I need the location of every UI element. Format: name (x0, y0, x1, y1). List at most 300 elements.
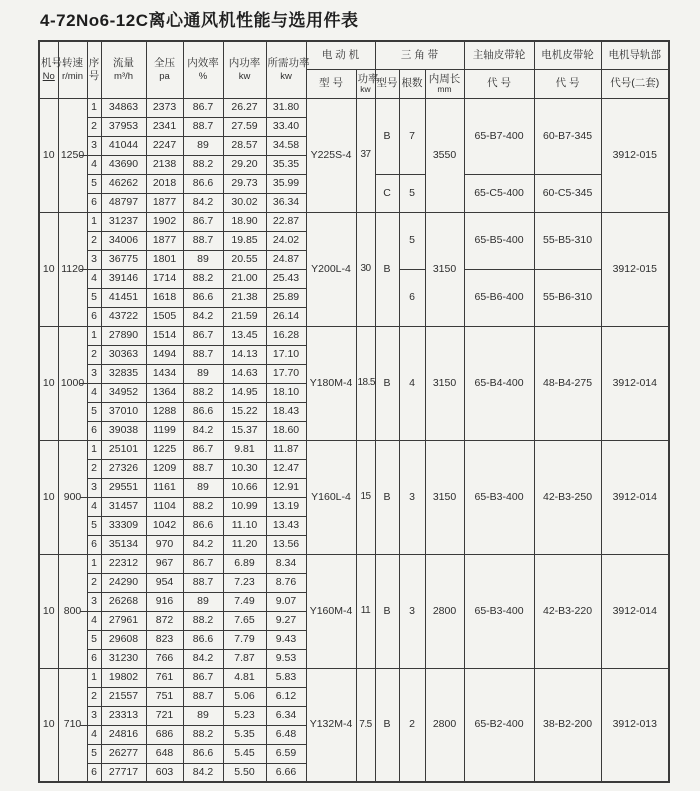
cell-required-power: 5.83 (266, 668, 306, 687)
col-header-pressure-label: 全压 (154, 56, 175, 69)
cell-motor-pulley-code: 42-B3-250 (534, 440, 601, 554)
table-body (39, 98, 669, 782)
cell-belt-count: 3 (399, 554, 425, 668)
col-header-belt-count: 根数 (399, 69, 425, 98)
cell-required-power: 18.43 (266, 402, 306, 421)
cell-efficiency: 88.7 (183, 231, 223, 250)
col-header-speed (58, 41, 87, 98)
cell-efficiency: 89 (183, 364, 223, 383)
cell-seq: 3 (87, 250, 101, 269)
cell-inner-power: 7.87 (223, 649, 266, 668)
cell-required-power: 25.43 (266, 269, 306, 288)
cell-belt-length: 2800 (425, 668, 464, 782)
cell-pressure: 603 (146, 763, 183, 782)
cell-inner-power: 18.90 (223, 212, 266, 231)
cell-seq: 5 (87, 288, 101, 307)
cell-efficiency: 88.2 (183, 497, 223, 516)
cell-pressure: 1714 (146, 269, 183, 288)
cell-flow: 27717 (101, 763, 146, 782)
cell-required-power: 36.34 (266, 193, 306, 212)
cell-motor-pulley-code: 48-B4-275 (534, 326, 601, 440)
cell-inner-power: 21.59 (223, 307, 266, 326)
cell-inner-power: 26.27 (223, 98, 266, 117)
cell-pressure: 686 (146, 725, 183, 744)
cell-inner-power: 27.59 (223, 117, 266, 136)
cell-seq: 4 (87, 611, 101, 630)
cell-flow: 21557 (101, 687, 146, 706)
cell-pressure: 1877 (146, 231, 183, 250)
cell-inner-power: 14.95 (223, 383, 266, 402)
cell-inner-power: 10.30 (223, 459, 266, 478)
cell-belt-model: B (375, 554, 399, 668)
cell-pressure: 1042 (146, 516, 183, 535)
cell-pressure: 1104 (146, 497, 183, 516)
col-header-rail-code: 代号(二套) (601, 69, 669, 98)
cell-speed: 1250 (58, 98, 87, 212)
cell-seq: 3 (87, 364, 101, 383)
cell-machine-no: 10 (39, 440, 58, 554)
cell-belt-count: 6 (399, 269, 425, 326)
cell-pressure: 1209 (146, 459, 183, 478)
cell-required-power: 8.34 (266, 554, 306, 573)
group-header-rail: 电机导轨部 (601, 41, 669, 69)
cell-inner-power: 6.89 (223, 554, 266, 573)
cell-efficiency: 89 (183, 592, 223, 611)
cell-motor-pulley-code: 38-B2-200 (534, 668, 601, 782)
cell-required-power: 6.66 (266, 763, 306, 782)
cell-efficiency: 88.7 (183, 345, 223, 364)
cell-efficiency: 86.6 (183, 744, 223, 763)
cell-motor-pulley-code: 60-C5-345 (534, 174, 601, 212)
col-header-pressure (146, 41, 183, 98)
cell-required-power: 13.19 (266, 497, 306, 516)
cell-seq: 3 (87, 478, 101, 497)
cell-inner-power: 15.22 (223, 402, 266, 421)
col-header-motor-power-label: 功率 (357, 72, 379, 85)
cell-motor-power: 30 (356, 212, 375, 326)
cell-flow: 32835 (101, 364, 146, 383)
col-header-pressure-unit: pa (159, 70, 170, 82)
cell-efficiency: 86.6 (183, 516, 223, 535)
cell-seq: 2 (87, 573, 101, 592)
cell-required-power: 8.76 (266, 573, 306, 592)
cell-motor-model: Y200L-4 (306, 212, 356, 326)
cell-pressure: 1161 (146, 478, 183, 497)
cell-shaft-pulley-code: 65-B3-400 (464, 440, 534, 554)
cell-machine-no: 10 (39, 212, 58, 326)
cell-motor-model: Y160L-4 (306, 440, 356, 554)
cell-required-power: 12.91 (266, 478, 306, 497)
cell-inner-power: 21.38 (223, 288, 266, 307)
cell-required-power: 24.87 (266, 250, 306, 269)
cell-pressure: 721 (146, 706, 183, 725)
cell-required-power: 26.14 (266, 307, 306, 326)
cell-flow: 39146 (101, 269, 146, 288)
col-header-machine-no-label: 机号 (41, 56, 62, 69)
cell-pressure: 2247 (146, 136, 183, 155)
cell-seq: 6 (87, 649, 101, 668)
col-header-machine-no-unit: No (42, 70, 55, 82)
cell-belt-count: 2 (399, 668, 425, 782)
table-row (39, 212, 669, 231)
cell-pressure: 1514 (146, 326, 183, 345)
table-row (39, 440, 669, 459)
cell-flow: 19802 (101, 668, 146, 687)
cell-seq: 2 (87, 687, 101, 706)
col-header-seq (87, 41, 101, 98)
cell-seq: 6 (87, 421, 101, 440)
cell-flow: 24290 (101, 573, 146, 592)
cell-flow: 27961 (101, 611, 146, 630)
cell-belt-model: B (375, 668, 399, 782)
cell-belt-model: B (375, 326, 399, 440)
cell-pressure: 1877 (146, 193, 183, 212)
cell-pressure: 872 (146, 611, 183, 630)
col-header-belt-model: 型号 (375, 69, 399, 98)
col-header-efficiency (183, 41, 223, 98)
col-header-motor-power (356, 69, 379, 98)
col-header-seq-line2: 号 (88, 69, 100, 82)
cell-pressure: 967 (146, 554, 183, 573)
cell-seq: 6 (87, 193, 101, 212)
cell-pressure: 1199 (146, 421, 183, 440)
cell-required-power: 18.10 (266, 383, 306, 402)
cell-inner-power: 30.02 (223, 193, 266, 212)
cell-required-power: 13.56 (266, 535, 306, 554)
cell-pressure: 1364 (146, 383, 183, 402)
cell-belt-model: B (375, 98, 399, 174)
cell-machine-no: 10 (39, 98, 58, 212)
cell-required-power: 18.60 (266, 421, 306, 440)
col-header-speed-unit: r/min (61, 70, 84, 82)
cell-required-power: 33.40 (266, 117, 306, 136)
cell-pressure: 954 (146, 573, 183, 592)
cell-pressure: 1618 (146, 288, 183, 307)
cell-motor-power: 18.5 (356, 326, 375, 440)
cell-efficiency: 84.2 (183, 535, 223, 554)
cell-belt-model: C (375, 174, 399, 212)
cell-efficiency: 88.7 (183, 687, 223, 706)
cell-motor-model: Y225S-4 (306, 98, 356, 212)
cell-flow: 31457 (101, 497, 146, 516)
cell-flow: 37953 (101, 117, 146, 136)
cell-belt-count: 5 (399, 212, 425, 269)
cell-required-power: 17.70 (266, 364, 306, 383)
cell-seq: 5 (87, 516, 101, 535)
cell-motor-model: Y160M-4 (306, 554, 356, 668)
cell-efficiency: 86.6 (183, 402, 223, 421)
cell-belt-count: 4 (399, 326, 425, 440)
table-row (39, 668, 669, 687)
cell-required-power: 16.28 (266, 326, 306, 345)
cell-motor-model: Y132M-4 (306, 668, 356, 782)
cell-seq: 1 (87, 668, 101, 687)
cell-seq: 2 (87, 231, 101, 250)
cell-pressure: 2373 (146, 98, 183, 117)
cell-flow: 43690 (101, 155, 146, 174)
cell-efficiency: 88.2 (183, 725, 223, 744)
cell-inner-power: 10.99 (223, 497, 266, 516)
cell-seq: 3 (87, 592, 101, 611)
col-header-belt-length-unit: mm (437, 83, 452, 94)
cell-efficiency: 84.2 (183, 763, 223, 782)
cell-seq: 4 (87, 725, 101, 744)
col-header-required-power-unit: kw (280, 70, 292, 82)
fan-performance-table (38, 40, 670, 783)
cell-flow: 39038 (101, 421, 146, 440)
cell-seq: 1 (87, 326, 101, 345)
cell-flow: 41451 (101, 288, 146, 307)
cell-seq: 4 (87, 497, 101, 516)
table-header (39, 41, 669, 98)
cell-efficiency: 88.2 (183, 611, 223, 630)
cell-inner-power: 5.50 (223, 763, 266, 782)
cell-efficiency: 89 (183, 706, 223, 725)
col-header-inner-power (223, 41, 266, 98)
cell-inner-power: 9.81 (223, 440, 266, 459)
cell-flow: 43722 (101, 307, 146, 326)
cell-required-power: 24.02 (266, 231, 306, 250)
cell-required-power: 12.47 (266, 459, 306, 478)
cell-seq: 4 (87, 269, 101, 288)
table-row (39, 326, 669, 345)
cell-shaft-pulley-code: 65-B4-400 (464, 326, 534, 440)
cell-efficiency: 88.2 (183, 383, 223, 402)
cell-rail-code: 3912-014 (601, 440, 669, 554)
cell-pressure: 766 (146, 649, 183, 668)
cell-seq: 3 (87, 706, 101, 725)
cell-shaft-pulley-code: 65-B2-400 (464, 668, 534, 782)
cell-required-power: 6.48 (266, 725, 306, 744)
cell-rail-code: 3912-015 (601, 212, 669, 326)
cell-flow: 24816 (101, 725, 146, 744)
cell-seq: 2 (87, 459, 101, 478)
cell-flow: 36775 (101, 250, 146, 269)
page-title: 4-72No6-12C离心通风机性能与选用件表 (40, 11, 359, 30)
cell-flow: 29551 (101, 478, 146, 497)
cell-belt-model: B (375, 440, 399, 554)
cell-pressure: 916 (146, 592, 183, 611)
cell-rail-code: 3912-015 (601, 98, 669, 212)
cell-belt-count: 7 (399, 98, 425, 174)
col-header-required-power (266, 41, 310, 98)
group-header-motor-pulley: 电机皮带轮 (534, 41, 601, 69)
cell-required-power: 9.53 (266, 649, 306, 668)
cell-required-power: 13.43 (266, 516, 306, 535)
cell-inner-power: 7.49 (223, 592, 266, 611)
col-header-belt-length-label: 内周长 (428, 72, 461, 85)
cell-flow: 30363 (101, 345, 146, 364)
cell-efficiency: 86.7 (183, 554, 223, 573)
cell-inner-power: 5.06 (223, 687, 266, 706)
cell-seq: 5 (87, 630, 101, 649)
cell-pressure: 2341 (146, 117, 183, 136)
cell-inner-power: 11.10 (223, 516, 266, 535)
cell-required-power: 35.35 (266, 155, 306, 174)
cell-motor-pulley-code: 42-B3-220 (534, 554, 601, 668)
cell-efficiency: 88.2 (183, 269, 223, 288)
cell-belt-length: 3150 (425, 326, 464, 440)
cell-seq: 5 (87, 174, 101, 193)
cell-seq: 6 (87, 763, 101, 782)
cell-required-power: 6.59 (266, 744, 306, 763)
header-row-groups (39, 41, 669, 69)
table-row (39, 554, 669, 573)
cell-shaft-pulley-code: 65-B5-400 (464, 212, 534, 269)
cell-required-power: 22.87 (266, 212, 306, 231)
cell-efficiency: 89 (183, 250, 223, 269)
cell-inner-power: 13.45 (223, 326, 266, 345)
cell-inner-power: 19.85 (223, 231, 266, 250)
cell-inner-power: 5.35 (223, 725, 266, 744)
cell-flow: 37010 (101, 402, 146, 421)
cell-seq: 6 (87, 535, 101, 554)
cell-belt-count: 3 (399, 440, 425, 554)
col-header-motor-power-unit: kw (360, 83, 371, 94)
cell-motor-power: 15 (356, 440, 375, 554)
cell-flow: 35134 (101, 535, 146, 554)
cell-shaft-pulley-code: 65-B6-400 (464, 269, 534, 326)
cell-required-power: 35.99 (266, 174, 306, 193)
cell-required-power: 6.12 (266, 687, 306, 706)
col-header-flow (101, 41, 146, 98)
cell-inner-power: 29.20 (223, 155, 266, 174)
cell-required-power: 11.87 (266, 440, 306, 459)
cell-efficiency: 86.7 (183, 212, 223, 231)
cell-rail-code: 3912-014 (601, 326, 669, 440)
cell-belt-length: 3150 (425, 440, 464, 554)
col-header-efficiency-unit: % (198, 70, 208, 82)
cell-flow: 46262 (101, 174, 146, 193)
col-header-machine-no (39, 41, 62, 98)
cell-flow: 34952 (101, 383, 146, 402)
cell-motor-model: Y180M-4 (306, 326, 356, 440)
col-header-required-power-label: 所需功率 (267, 56, 310, 69)
cell-machine-no: 10 (39, 668, 58, 782)
cell-flow: 25101 (101, 440, 146, 459)
cell-efficiency: 88.7 (183, 459, 223, 478)
cell-inner-power: 11.20 (223, 535, 266, 554)
col-header-inner-power-label: 内功率 (228, 56, 261, 69)
cell-efficiency: 86.7 (183, 326, 223, 345)
cell-inner-power: 20.55 (223, 250, 266, 269)
cell-machine-no: 10 (39, 554, 58, 668)
cell-pressure: 1434 (146, 364, 183, 383)
cell-seq: 1 (87, 554, 101, 573)
cell-speed: 710 (58, 668, 87, 782)
cell-pressure: 648 (146, 744, 183, 763)
col-header-flow-unit: m³/h (114, 70, 133, 82)
cell-pressure: 751 (146, 687, 183, 706)
cell-efficiency: 86.6 (183, 288, 223, 307)
col-header-speed-label: 转速 (62, 56, 83, 69)
cell-speed: 800 (58, 554, 87, 668)
cell-required-power: 9.43 (266, 630, 306, 649)
col-header-inner-power-unit: kw (238, 70, 251, 82)
cell-speed: 1120 (58, 212, 87, 326)
cell-seq: 2 (87, 345, 101, 364)
cell-efficiency: 86.7 (183, 440, 223, 459)
cell-belt-length: 2800 (425, 554, 464, 668)
cell-efficiency: 86.7 (183, 98, 223, 117)
cell-flow: 29608 (101, 630, 146, 649)
cell-machine-no: 10 (39, 326, 58, 440)
cell-required-power: 17.10 (266, 345, 306, 364)
cell-shaft-pulley-code: 65-B7-400 (464, 98, 534, 174)
cell-seq: 4 (87, 383, 101, 402)
cell-inner-power: 28.57 (223, 136, 266, 155)
cell-motor-power: 7.5 (356, 668, 375, 782)
cell-flow: 22312 (101, 554, 146, 573)
group-header-vbelt: 三 角 带 (375, 41, 464, 69)
cell-inner-power: 29.73 (223, 174, 266, 193)
cell-inner-power: 5.45 (223, 744, 266, 763)
cell-pressure: 761 (146, 668, 183, 687)
cell-inner-power: 5.23 (223, 706, 266, 725)
cell-motor-power: 37 (356, 98, 375, 212)
cell-pressure: 1902 (146, 212, 183, 231)
cell-seq: 5 (87, 402, 101, 421)
cell-seq: 1 (87, 98, 101, 117)
cell-seq: 3 (87, 136, 101, 155)
cell-required-power: 9.07 (266, 592, 306, 611)
cell-motor-power: 11 (356, 554, 375, 668)
cell-seq: 6 (87, 307, 101, 326)
cell-flow: 48797 (101, 193, 146, 212)
cell-seq: 1 (87, 440, 101, 459)
cell-motor-pulley-code: 60-B7-345 (534, 98, 601, 174)
cell-pressure: 823 (146, 630, 183, 649)
cell-efficiency: 88.2 (183, 155, 223, 174)
col-header-efficiency-label: 内效率 (187, 56, 219, 69)
cell-seq: 1 (87, 212, 101, 231)
cell-rail-code: 3912-014 (601, 554, 669, 668)
cell-pressure: 1801 (146, 250, 183, 269)
cell-efficiency: 89 (183, 136, 223, 155)
cell-efficiency: 84.2 (183, 649, 223, 668)
cell-efficiency: 88.7 (183, 117, 223, 136)
cell-efficiency: 86.7 (183, 668, 223, 687)
table-row (39, 98, 669, 117)
cell-flow: 27890 (101, 326, 146, 345)
group-header-shaft-pulley: 主轴皮带轮 (464, 41, 534, 69)
cell-flow: 41044 (101, 136, 146, 155)
cell-inner-power: 7.23 (223, 573, 266, 592)
cell-motor-pulley-code: 55-B5-310 (534, 212, 601, 269)
cell-belt-model: B (375, 212, 399, 326)
cell-efficiency: 86.6 (183, 174, 223, 193)
cell-required-power: 34.58 (266, 136, 306, 155)
cell-belt-count: 5 (399, 174, 425, 212)
cell-pressure: 1288 (146, 402, 183, 421)
cell-required-power: 9.27 (266, 611, 306, 630)
cell-flow: 31230 (101, 649, 146, 668)
col-header-flow-label: 流量 (113, 56, 134, 69)
cell-pressure: 1494 (146, 345, 183, 364)
cell-efficiency: 84.2 (183, 193, 223, 212)
cell-pressure: 970 (146, 535, 183, 554)
cell-pressure: 2138 (146, 155, 183, 174)
cell-flow: 26277 (101, 744, 146, 763)
cell-inner-power: 14.63 (223, 364, 266, 383)
cell-motor-pulley-code: 55-B6-310 (534, 269, 601, 326)
cell-efficiency: 84.2 (183, 421, 223, 440)
cell-seq: 4 (87, 155, 101, 174)
cell-efficiency: 89 (183, 478, 223, 497)
cell-belt-length: 3150 (425, 212, 464, 326)
col-header-shaft-pulley-code: 代 号 (464, 69, 534, 98)
cell-speed: 900 (58, 440, 87, 554)
